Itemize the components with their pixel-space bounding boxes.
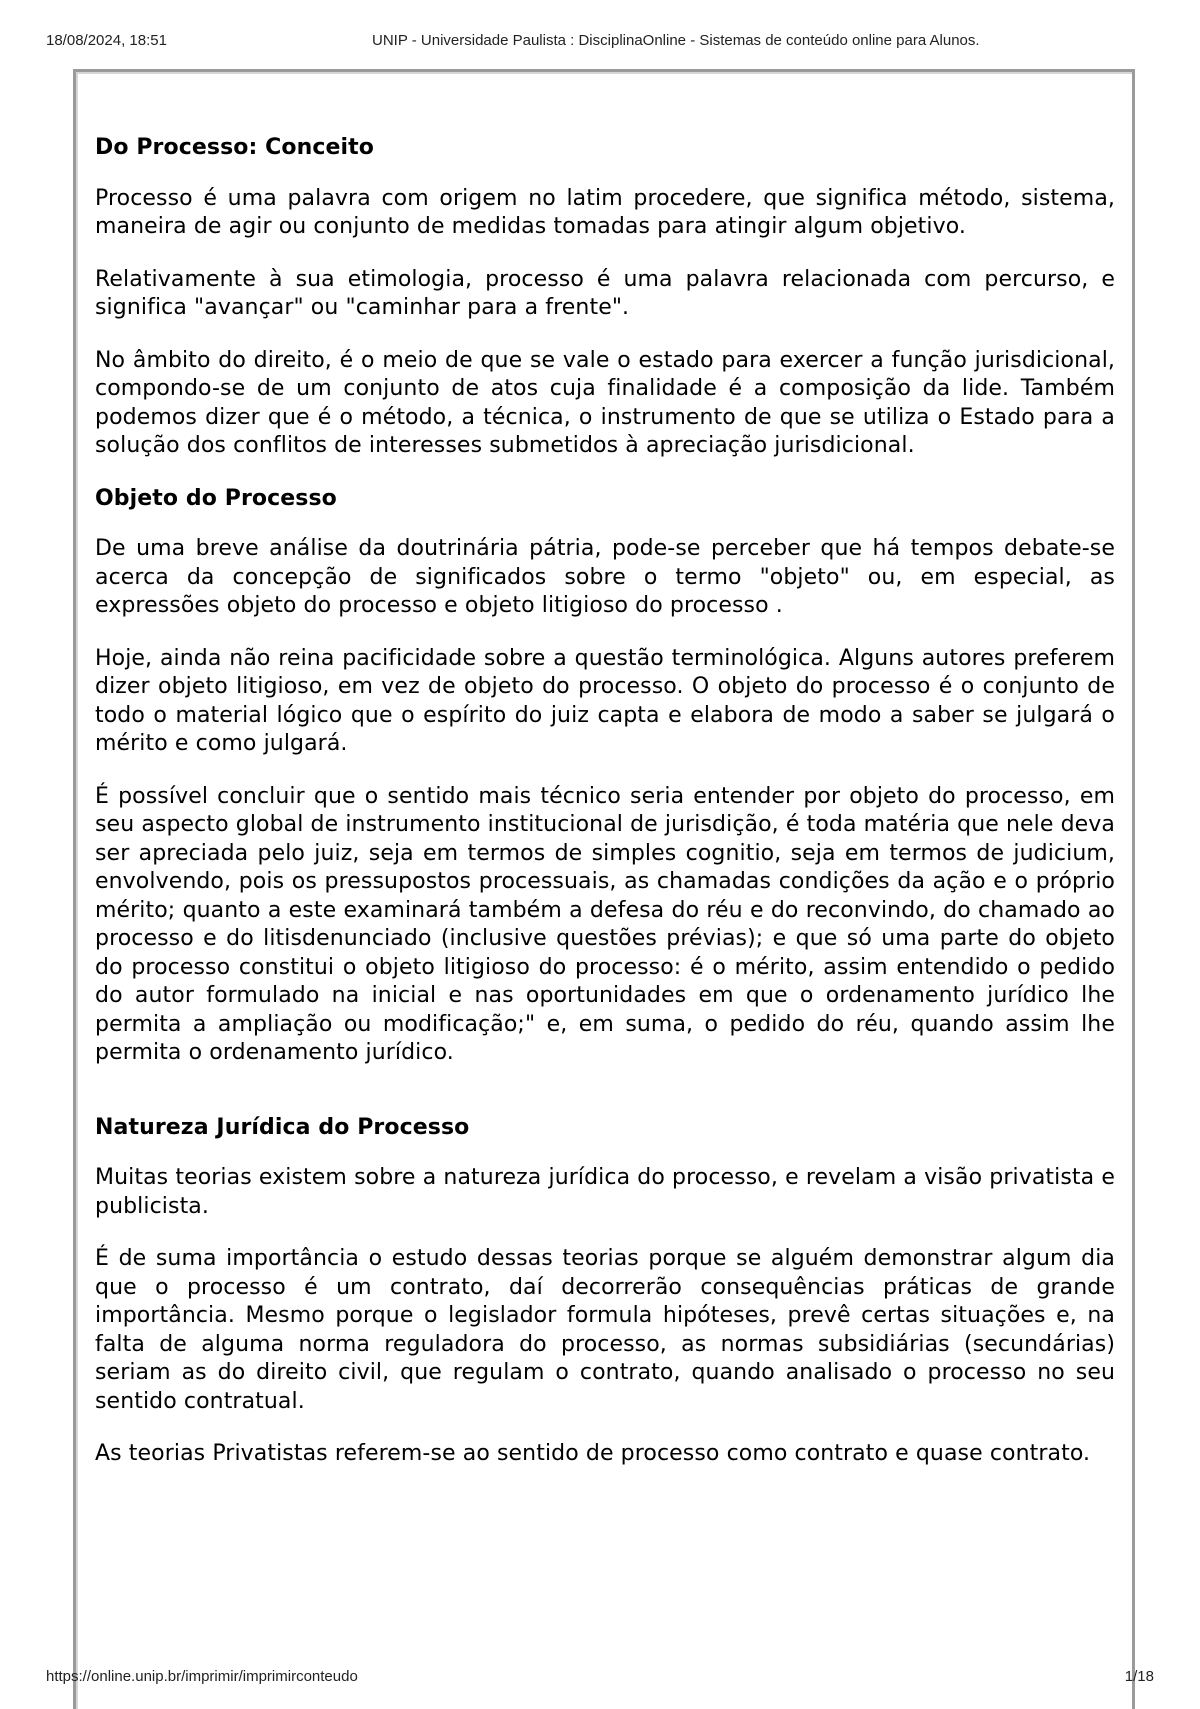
- section-heading-objeto: Objeto do Processo: [95, 485, 337, 511]
- paragraph: De uma breve análise da doutrinária pátria, pode-se perceber que há tempos debate-se acerca da concepção de significados sobre o termo "objeto" ou, em especial, as expressões objeto do processo e objeto litigioso do processo .: [95, 536, 1115, 618]
- paragraph: As teorias Privatistas referem-se ao sentido de processo como contrato e quase contrato.: [95, 1441, 1091, 1466]
- print-url: https://online.unip.br/imprimir/imprimirconteudo: [46, 1668, 358, 1685]
- section-heading-natureza: Natureza Jurídica do Processo: [95, 1114, 470, 1140]
- print-header: [0, 28, 1200, 52]
- print-footer: [0, 1664, 1200, 1688]
- paragraph: Muitas teorias existem sobre a natureza jurídica do processo, e revelam a visão privatista e publicista.: [95, 1165, 1115, 1219]
- paragraph: No âmbito do direito, é o meio de que se vale o estado para exercer a função jurisdicional, compondo-se de um conjunto de atos cuja finalidade é a composição da lide. Também podemos dizer que é o método, a técnica, o instrumento de que se utiliza o Estado para a solução dos conflitos de interesses submetidos à apreciação jurisdicional.: [95, 347, 1115, 458]
- paragraph: Relativamente à sua etimologia, processo é uma palavra relacionada com percurso, e significa "avançar" ou "caminhar para a frente".: [95, 266, 1115, 320]
- paragraph: É possível concluir que o sentido mais técnico seria entender por objeto do processo, em seu aspecto global de instrumento institucional de jurisdição, é toda matéria que nele deva ser apreciada pelo juiz, seja em termos de simples cognitio, seja em termos de judicium, envolvendo, pois os pressupostos processuais, as chamadas condições da ação e o próprio mérito; quanto a este examinará também a defesa do réu e do reconvindo, do chamado ao processo e do litisdenunciado (inclusive questões prévias); e que só uma parte do objeto do processo constitui o objeto litigioso do processo: é o mérito, assim entendido o pedido do autor formulado na inicial e nas oportunidades em que o ordenamento jurídico lhe permita a ampliação ou modificação;" e, em suma, o pedido do réu, quando assim lhe permita o ordenamento jurídico.: [95, 783, 1115, 1065]
- paragraph: É de suma importância o estudo dessas teorias porque se alguém demonstrar algum dia que o processo é um contrato, daí decorrerão consequências práticas de grande importância. Mesmo porque o legislador formula hipóteses, prevê certas situações e, na falta de alguma norma reguladora do processo, as normas subsidiárias (secundárias) seriam as do direito civil, que regulam o contrato, quando analisado o processo no seu sentido contratual.: [95, 1246, 1115, 1414]
- paragraph: Processo é uma palavra com origem no latim procedere, que significa método, sistema, maneira de agir ou conjunto de medidas tomadas para atingir algum objetivo.: [95, 185, 1115, 239]
- paragraph: Hoje, ainda não reina pacificidade sobre a questão terminológica. Alguns autores preferem dizer objeto litigioso, em vez de objeto do processo. O objeto do processo é o conjunto de todo o material lógico que o espírito do juiz capta e elabora de modo a saber se julgará o mérito e como julgará.: [95, 645, 1115, 756]
- document-content: [95, 134, 1115, 1493]
- section-heading-conceito: Do Processo: Conceito: [95, 135, 375, 160]
- print-page-number: 1/18: [1124, 1668, 1154, 1685]
- print-page-title: UNIP - Universidade Paulista : DisciplinaOnline - Sistemas de conteúdo online para Alunos.: [372, 32, 980, 49]
- print-datetime: 18/08/2024, 18:51: [46, 32, 167, 49]
